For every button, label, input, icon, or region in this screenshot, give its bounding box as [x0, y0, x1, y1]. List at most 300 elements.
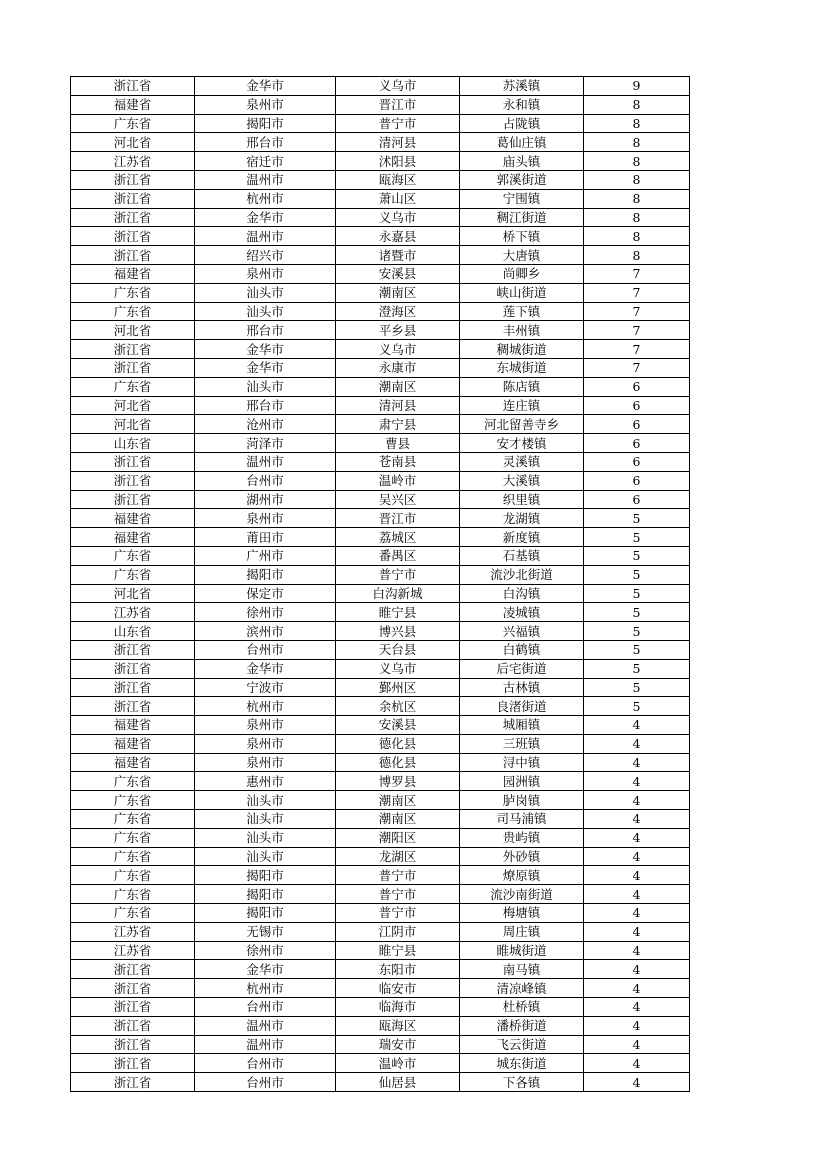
table-row	[71, 941, 690, 960]
town-cell: 梅塘镇	[460, 904, 584, 923]
table-row	[71, 828, 690, 847]
table-row	[71, 922, 690, 941]
city-cell: 泉州市	[195, 509, 336, 528]
count-cell: 7	[584, 302, 690, 321]
province-cell: 浙江省	[71, 640, 195, 659]
province-cell: 浙江省	[71, 471, 195, 490]
data-table	[70, 76, 690, 1092]
city-cell: 杭州市	[195, 979, 336, 998]
table-row	[71, 810, 690, 829]
province-cell: 河北省	[71, 133, 195, 152]
province-cell: 浙江省	[71, 208, 195, 227]
province-cell: 浙江省	[71, 998, 195, 1017]
count-cell: 7	[584, 340, 690, 359]
table-row	[71, 734, 690, 753]
county-cell: 瑞安市	[336, 1035, 460, 1054]
town-cell: 白鹤镇	[460, 640, 584, 659]
county-cell: 义乌市	[336, 659, 460, 678]
town-cell: 外砂镇	[460, 847, 584, 866]
county-cell: 肃宁县	[336, 415, 460, 434]
count-cell: 4	[584, 734, 690, 753]
table-row	[71, 246, 690, 265]
county-cell: 潮南区	[336, 283, 460, 302]
town-cell: 睢城街道	[460, 941, 584, 960]
province-cell: 广东省	[71, 847, 195, 866]
city-cell: 金华市	[195, 960, 336, 979]
town-cell: 郭溪街道	[460, 170, 584, 189]
table-row	[71, 77, 690, 96]
province-cell: 福建省	[71, 753, 195, 772]
table-row	[71, 998, 690, 1017]
town-cell: 流沙南街道	[460, 885, 584, 904]
city-cell: 温州市	[195, 1016, 336, 1035]
city-cell: 温州市	[195, 1035, 336, 1054]
province-cell: 福建省	[71, 95, 195, 114]
table-row	[71, 622, 690, 641]
county-cell: 义乌市	[336, 340, 460, 359]
county-cell: 义乌市	[336, 77, 460, 96]
province-cell: 广东省	[71, 772, 195, 791]
count-cell: 4	[584, 998, 690, 1017]
county-cell: 安溪县	[336, 264, 460, 283]
city-cell: 台州市	[195, 471, 336, 490]
count-cell: 7	[584, 321, 690, 340]
count-cell: 7	[584, 264, 690, 283]
count-cell: 8	[584, 208, 690, 227]
county-cell: 睢宁县	[336, 941, 460, 960]
city-cell: 徐州市	[195, 603, 336, 622]
town-cell: 贵屿镇	[460, 828, 584, 847]
table-row	[71, 133, 690, 152]
province-cell: 福建省	[71, 509, 195, 528]
city-cell: 金华市	[195, 659, 336, 678]
town-cell: 清凉峰镇	[460, 979, 584, 998]
table-row	[71, 95, 690, 114]
table-row	[71, 659, 690, 678]
table-row	[71, 584, 690, 603]
town-cell: 桥下镇	[460, 227, 584, 246]
county-cell: 潮南区	[336, 791, 460, 810]
town-cell: 流沙北街道	[460, 565, 584, 584]
count-cell: 4	[584, 753, 690, 772]
table-row	[71, 960, 690, 979]
count-cell: 5	[584, 678, 690, 697]
town-cell: 占陇镇	[460, 114, 584, 133]
province-cell: 广东省	[71, 791, 195, 810]
count-cell: 4	[584, 1073, 690, 1092]
city-cell: 汕头市	[195, 828, 336, 847]
city-cell: 无锡市	[195, 922, 336, 941]
town-cell: 飞云街道	[460, 1035, 584, 1054]
table-row	[71, 415, 690, 434]
province-cell: 浙江省	[71, 1035, 195, 1054]
province-cell: 江苏省	[71, 922, 195, 941]
town-cell: 河北留善寺乡	[460, 415, 584, 434]
town-cell: 灵溪镇	[460, 452, 584, 471]
city-cell: 泉州市	[195, 264, 336, 283]
town-cell: 凌城镇	[460, 603, 584, 622]
table-row	[71, 490, 690, 509]
count-cell: 4	[584, 791, 690, 810]
table-row	[71, 904, 690, 923]
town-cell: 丰州镇	[460, 321, 584, 340]
table-row	[71, 283, 690, 302]
city-cell: 徐州市	[195, 941, 336, 960]
count-cell: 5	[584, 659, 690, 678]
town-cell: 兴福镇	[460, 622, 584, 641]
table-row	[71, 152, 690, 171]
city-cell: 汕头市	[195, 810, 336, 829]
town-cell: 宁围镇	[460, 189, 584, 208]
city-cell: 揭阳市	[195, 885, 336, 904]
city-cell: 台州市	[195, 998, 336, 1017]
county-cell: 余杭区	[336, 697, 460, 716]
count-cell: 4	[584, 810, 690, 829]
county-cell: 澄海区	[336, 302, 460, 321]
town-cell: 尚卿乡	[460, 264, 584, 283]
table-row	[71, 565, 690, 584]
county-cell: 温岭市	[336, 1054, 460, 1073]
table-row	[71, 791, 690, 810]
city-cell: 金华市	[195, 358, 336, 377]
town-cell: 燎原镇	[460, 866, 584, 885]
table-row	[71, 716, 690, 735]
town-cell: 城厢镇	[460, 716, 584, 735]
city-cell: 泉州市	[195, 716, 336, 735]
count-cell: 4	[584, 941, 690, 960]
count-cell: 5	[584, 640, 690, 659]
province-cell: 福建省	[71, 734, 195, 753]
count-cell: 9	[584, 77, 690, 96]
table-row	[71, 772, 690, 791]
count-cell: 4	[584, 1035, 690, 1054]
city-cell: 台州市	[195, 1054, 336, 1073]
county-cell: 白沟新城	[336, 584, 460, 603]
count-cell: 5	[584, 603, 690, 622]
count-cell: 4	[584, 922, 690, 941]
county-cell: 安溪县	[336, 716, 460, 735]
county-cell: 番禺区	[336, 546, 460, 565]
city-cell: 汕头市	[195, 377, 336, 396]
count-cell: 8	[584, 170, 690, 189]
province-cell: 广东省	[71, 810, 195, 829]
count-cell: 4	[584, 1016, 690, 1035]
province-cell: 福建省	[71, 528, 195, 547]
city-cell: 台州市	[195, 640, 336, 659]
town-cell: 城东街道	[460, 1054, 584, 1073]
county-cell: 荔城区	[336, 528, 460, 547]
county-cell: 吴兴区	[336, 490, 460, 509]
count-cell: 8	[584, 114, 690, 133]
province-cell: 浙江省	[71, 1054, 195, 1073]
county-cell: 温岭市	[336, 471, 460, 490]
table-row	[71, 358, 690, 377]
count-cell: 8	[584, 246, 690, 265]
town-cell: 新度镇	[460, 528, 584, 547]
county-cell: 龙湖区	[336, 847, 460, 866]
county-cell: 德化县	[336, 753, 460, 772]
county-cell: 潮南区	[336, 377, 460, 396]
city-cell: 保定市	[195, 584, 336, 603]
province-cell: 广东省	[71, 283, 195, 302]
province-cell: 河北省	[71, 396, 195, 415]
table-row	[71, 847, 690, 866]
count-cell: 4	[584, 716, 690, 735]
town-cell: 良渚街道	[460, 697, 584, 716]
county-cell: 永康市	[336, 358, 460, 377]
county-cell: 苍南县	[336, 452, 460, 471]
city-cell: 揭阳市	[195, 866, 336, 885]
count-cell: 8	[584, 133, 690, 152]
county-cell: 睢宁县	[336, 603, 460, 622]
province-cell: 江苏省	[71, 603, 195, 622]
town-cell: 园洲镇	[460, 772, 584, 791]
count-cell: 6	[584, 377, 690, 396]
table-row	[71, 396, 690, 415]
province-cell: 浙江省	[71, 678, 195, 697]
town-cell: 稠江街道	[460, 208, 584, 227]
county-cell: 临安市	[336, 979, 460, 998]
county-cell: 东阳市	[336, 960, 460, 979]
count-cell: 6	[584, 490, 690, 509]
town-cell: 织里镇	[460, 490, 584, 509]
count-cell: 4	[584, 960, 690, 979]
province-cell: 浙江省	[71, 246, 195, 265]
town-cell: 胪岗镇	[460, 791, 584, 810]
table-row	[71, 264, 690, 283]
table-row	[71, 528, 690, 547]
province-cell: 浙江省	[71, 358, 195, 377]
county-cell: 诸暨市	[336, 246, 460, 265]
province-cell: 广东省	[71, 904, 195, 923]
table-row	[71, 302, 690, 321]
city-cell: 宿迁市	[195, 152, 336, 171]
town-cell: 大唐镇	[460, 246, 584, 265]
city-cell: 汕头市	[195, 302, 336, 321]
province-cell: 浙江省	[71, 1016, 195, 1035]
county-cell: 江阴市	[336, 922, 460, 941]
count-cell: 6	[584, 415, 690, 434]
count-cell: 6	[584, 471, 690, 490]
city-cell: 湖州市	[195, 490, 336, 509]
county-cell: 普宁市	[336, 565, 460, 584]
city-cell: 宁波市	[195, 678, 336, 697]
province-cell: 浙江省	[71, 1073, 195, 1092]
county-cell: 瓯海区	[336, 1016, 460, 1035]
table-row	[71, 1035, 690, 1054]
city-cell: 菏泽市	[195, 434, 336, 453]
table-row	[71, 546, 690, 565]
table-row	[71, 979, 690, 998]
county-cell: 普宁市	[336, 904, 460, 923]
province-cell: 浙江省	[71, 960, 195, 979]
table-row	[71, 471, 690, 490]
count-cell: 4	[584, 885, 690, 904]
count-cell: 7	[584, 358, 690, 377]
town-cell: 庙头镇	[460, 152, 584, 171]
table-row	[71, 509, 690, 528]
county-cell: 潮南区	[336, 810, 460, 829]
table-row	[71, 452, 690, 471]
city-cell: 泉州市	[195, 95, 336, 114]
province-cell: 浙江省	[71, 659, 195, 678]
town-cell: 后宅街道	[460, 659, 584, 678]
city-cell: 金华市	[195, 340, 336, 359]
town-cell: 浔中镇	[460, 753, 584, 772]
province-cell: 江苏省	[71, 152, 195, 171]
province-cell: 广东省	[71, 866, 195, 885]
county-cell: 普宁市	[336, 866, 460, 885]
county-cell: 博兴县	[336, 622, 460, 641]
province-cell: 江苏省	[71, 941, 195, 960]
table-row	[71, 866, 690, 885]
city-cell: 温州市	[195, 227, 336, 246]
count-cell: 6	[584, 452, 690, 471]
town-cell: 白沟镇	[460, 584, 584, 603]
province-cell: 浙江省	[71, 452, 195, 471]
town-cell: 稠城街道	[460, 340, 584, 359]
table-row	[71, 114, 690, 133]
count-cell: 5	[584, 565, 690, 584]
count-cell: 4	[584, 866, 690, 885]
count-cell: 4	[584, 847, 690, 866]
county-cell: 瓯海区	[336, 170, 460, 189]
province-cell: 福建省	[71, 264, 195, 283]
province-cell: 浙江省	[71, 227, 195, 246]
county-cell: 晋江市	[336, 95, 460, 114]
town-cell: 周庄镇	[460, 922, 584, 941]
county-cell: 萧山区	[336, 189, 460, 208]
count-cell: 5	[584, 528, 690, 547]
count-cell: 8	[584, 95, 690, 114]
province-cell: 山东省	[71, 434, 195, 453]
province-cell: 浙江省	[71, 170, 195, 189]
table-row	[71, 321, 690, 340]
table-row	[71, 434, 690, 453]
province-cell: 浙江省	[71, 77, 195, 96]
table-row	[71, 170, 690, 189]
city-cell: 惠州市	[195, 772, 336, 791]
town-cell: 古林镇	[460, 678, 584, 697]
city-cell: 汕头市	[195, 791, 336, 810]
table-body	[71, 77, 690, 1092]
town-cell: 杜桥镇	[460, 998, 584, 1017]
county-cell: 仙居县	[336, 1073, 460, 1092]
province-cell: 广东省	[71, 114, 195, 133]
count-cell: 5	[584, 546, 690, 565]
table-row	[71, 603, 690, 622]
town-cell: 大溪镇	[460, 471, 584, 490]
table-row	[71, 340, 690, 359]
county-cell: 临海市	[336, 998, 460, 1017]
city-cell: 台州市	[195, 1073, 336, 1092]
count-cell: 5	[584, 584, 690, 603]
count-cell: 8	[584, 189, 690, 208]
county-cell: 清河县	[336, 396, 460, 415]
count-cell: 4	[584, 904, 690, 923]
table-row	[71, 753, 690, 772]
province-cell: 浙江省	[71, 340, 195, 359]
count-cell: 8	[584, 152, 690, 171]
table-row	[71, 189, 690, 208]
city-cell: 邢台市	[195, 321, 336, 340]
town-cell: 永和镇	[460, 95, 584, 114]
province-cell: 河北省	[71, 321, 195, 340]
county-cell: 潮阳区	[336, 828, 460, 847]
count-cell: 6	[584, 396, 690, 415]
province-cell: 广东省	[71, 302, 195, 321]
town-cell: 潘桥街道	[460, 1016, 584, 1035]
city-cell: 邢台市	[195, 396, 336, 415]
town-cell: 下各镇	[460, 1073, 584, 1092]
town-cell: 石基镇	[460, 546, 584, 565]
table-row	[71, 640, 690, 659]
town-cell: 莲下镇	[460, 302, 584, 321]
city-cell: 金华市	[195, 208, 336, 227]
province-cell: 福建省	[71, 716, 195, 735]
count-cell: 8	[584, 227, 690, 246]
city-cell: 滨州市	[195, 622, 336, 641]
town-cell: 东城街道	[460, 358, 584, 377]
county-cell: 曹县	[336, 434, 460, 453]
county-cell: 沭阳县	[336, 152, 460, 171]
province-cell: 浙江省	[71, 490, 195, 509]
count-cell: 5	[584, 697, 690, 716]
province-cell: 山东省	[71, 622, 195, 641]
count-cell: 6	[584, 434, 690, 453]
table-row	[71, 208, 690, 227]
county-cell: 晋江市	[336, 509, 460, 528]
province-cell: 河北省	[71, 584, 195, 603]
table-row	[71, 1016, 690, 1035]
city-cell: 温州市	[195, 170, 336, 189]
city-cell: 广州市	[195, 546, 336, 565]
province-cell: 浙江省	[71, 979, 195, 998]
province-cell: 广东省	[71, 885, 195, 904]
county-cell: 博罗县	[336, 772, 460, 791]
city-cell: 邢台市	[195, 133, 336, 152]
county-cell: 义乌市	[336, 208, 460, 227]
county-cell: 德化县	[336, 734, 460, 753]
county-cell: 普宁市	[336, 114, 460, 133]
city-cell: 揭阳市	[195, 114, 336, 133]
table-row	[71, 697, 690, 716]
county-cell: 天台县	[336, 640, 460, 659]
town-cell: 峡山街道	[460, 283, 584, 302]
town-cell: 龙湖镇	[460, 509, 584, 528]
table-row	[71, 885, 690, 904]
city-cell: 汕头市	[195, 283, 336, 302]
province-cell: 广东省	[71, 565, 195, 584]
city-cell: 金华市	[195, 77, 336, 96]
city-cell: 温州市	[195, 452, 336, 471]
town-cell: 陈店镇	[460, 377, 584, 396]
count-cell: 4	[584, 828, 690, 847]
city-cell: 揭阳市	[195, 565, 336, 584]
province-cell: 浙江省	[71, 697, 195, 716]
city-cell: 泉州市	[195, 734, 336, 753]
province-cell: 广东省	[71, 828, 195, 847]
town-cell: 苏溪镇	[460, 77, 584, 96]
city-cell: 绍兴市	[195, 246, 336, 265]
city-cell: 莆田市	[195, 528, 336, 547]
count-cell: 5	[584, 509, 690, 528]
city-cell: 沧州市	[195, 415, 336, 434]
table-row	[71, 678, 690, 697]
count-cell: 4	[584, 1054, 690, 1073]
city-cell: 杭州市	[195, 189, 336, 208]
town-cell: 三班镇	[460, 734, 584, 753]
